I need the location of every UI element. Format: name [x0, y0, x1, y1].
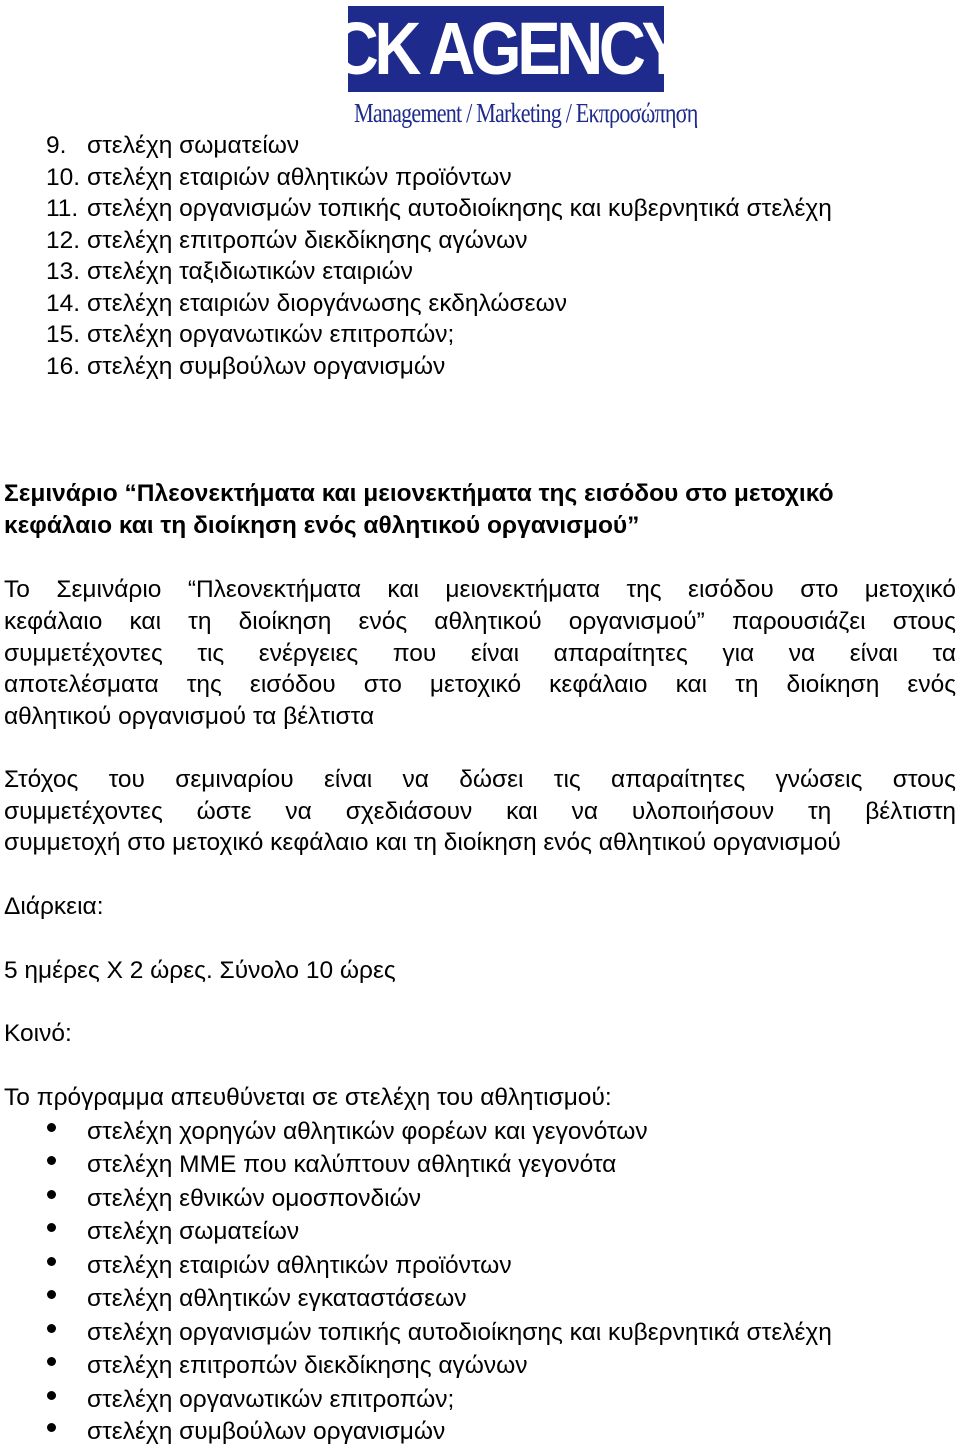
bullet-item-text: στελέχη οργανισμών τοπικής αυτοδιοίκησης και κυβερνητικά στελέχη	[87, 1319, 832, 1346]
list-item	[46, 193, 832, 225]
list-item	[46, 288, 567, 320]
seminar-title-line: Σεμινάριο “Πλεονεκτήματα και μειονεκτήματα της εισόδου στο μετοχικό	[4, 480, 834, 507]
list-item	[46, 162, 512, 194]
list-item-text: στελέχη επιτροπών διεκδίκησης αγώνων	[87, 227, 528, 254]
list-number: 16.	[46, 353, 81, 380]
bullet-item	[46, 1317, 832, 1349]
bullet-item-text: στελέχη ΜΜΕ που καλύπτουν αθλητικά γεγονότα	[87, 1151, 617, 1178]
description-line: αθλητικού οργανισμού τα βέλτιστα	[4, 703, 375, 730]
description-line: Το Σεμινάριο “Πλεονεκτήματα και μειονεκτήματα της εισόδου στο μετοχικό	[4, 576, 956, 603]
logo-banner	[331, 6, 681, 92]
duration-value: 5 ημέρες Χ 2 ώρες. Σύνολο 10 ώρες	[4, 957, 396, 984]
list-item-text: στελέχη εταιριών αθλητικών προϊόντων	[87, 164, 512, 191]
bullet-item	[46, 1283, 466, 1315]
ck-agency-logo	[331, 6, 698, 130]
audience-label: Κοινό:	[4, 1020, 72, 1047]
seminar-title-line: κεφάλαιο και τη διοίκηση ενός αθλητικού οργανισμού”	[4, 512, 640, 539]
list-item	[46, 351, 445, 383]
list-item	[46, 256, 413, 288]
goal-line: συμμετοχή στο μετοχικό κεφάλαιο και τη διοίκηση ενός αθλητικού οργανισμού	[4, 829, 841, 856]
list-number: 12.	[46, 227, 81, 254]
description-line: αποτελέσματα της εισόδου στο μετοχικό κεφάλαιο και τη διοίκηση ενός	[4, 671, 956, 698]
description-line: συμμετέχοντες τις ενέργειες που είναι απαραίτητες για να είναι τα	[4, 640, 956, 667]
bullet-item-text: στελέχη επιτροπών διεκδίκησης αγώνων	[87, 1352, 528, 1379]
bullet-item	[46, 1183, 421, 1215]
list-item	[46, 130, 299, 162]
list-number: 10.	[46, 164, 81, 191]
bullet-item-text: στελέχη εθνικών ομοσπονδιών	[87, 1185, 421, 1212]
bullet-item-text: στελέχη σωματείων	[87, 1218, 300, 1245]
logo-subtitle: Management / Marketing / Εκπροσώπηση	[354, 98, 698, 128]
logo-title: CK AGENCY	[331, 7, 681, 90]
list-item-text: στελέχη οργανισμών τοπικής αυτοδιοίκησης και κυβερνητικά στελέχη	[87, 195, 832, 222]
list-number: 9.	[46, 132, 67, 159]
bullet-item-text: στελέχη εταιριών αθλητικών προϊόντων	[87, 1252, 512, 1279]
bullet-item-text: στελέχη συμβούλων οργανισμών	[87, 1418, 446, 1445]
bullet-item-text: στελέχη οργανωτικών επιτροπών;	[87, 1386, 455, 1413]
list-item-text: στελέχη συμβούλων οργανισμών	[87, 353, 446, 380]
list-number: 14.	[46, 290, 81, 317]
duration-label: Διάρκεια:	[4, 893, 104, 920]
bullet-item	[46, 1116, 648, 1148]
goal-line: Στόχος του σεμιναρίου είναι να δώσει τις απαραίτητες γνώσεις στους	[4, 766, 956, 793]
list-item-text: στελέχη οργανωτικών επιτροπών;	[87, 321, 455, 348]
bullet-item	[46, 1416, 445, 1448]
audience-intro: Το πρόγραμμα απευθύνεται σε στελέχη του αθλητισμού:	[4, 1084, 612, 1111]
goal-line: συμμετέχοντες ώστε να σχεδιάσουν και να υλοποιήσουν τη βέλτιστη	[4, 798, 956, 825]
list-item-text: στελέχη εταιριών διοργάνωσης εκδηλώσεων	[87, 290, 567, 317]
bullet-item	[46, 1250, 512, 1282]
bullet-item-text: στελέχη χορηγών αθλητικών φορέων και γεγονότων	[87, 1118, 648, 1145]
list-number: 13.	[46, 258, 81, 285]
description-line: κεφάλαιο και τη διοίκηση ενός αθλητικού οργανισμού” παρουσιάζει στους	[4, 608, 956, 635]
bullet-item	[46, 1384, 454, 1416]
list-item	[46, 319, 454, 351]
list-item-text: στελέχη σωματείων	[87, 132, 300, 159]
bullet-item	[46, 1149, 616, 1181]
bullet-item	[46, 1216, 299, 1248]
bullet-item-text: στελέχη αθλητικών εγκαταστάσεων	[87, 1285, 467, 1312]
list-number: 15.	[46, 321, 81, 348]
bullet-item	[46, 1350, 528, 1382]
list-item	[46, 225, 528, 257]
list-number: 11.	[46, 195, 79, 222]
list-item-text: στελέχη ταξιδιωτικών εταιριών	[87, 258, 413, 285]
